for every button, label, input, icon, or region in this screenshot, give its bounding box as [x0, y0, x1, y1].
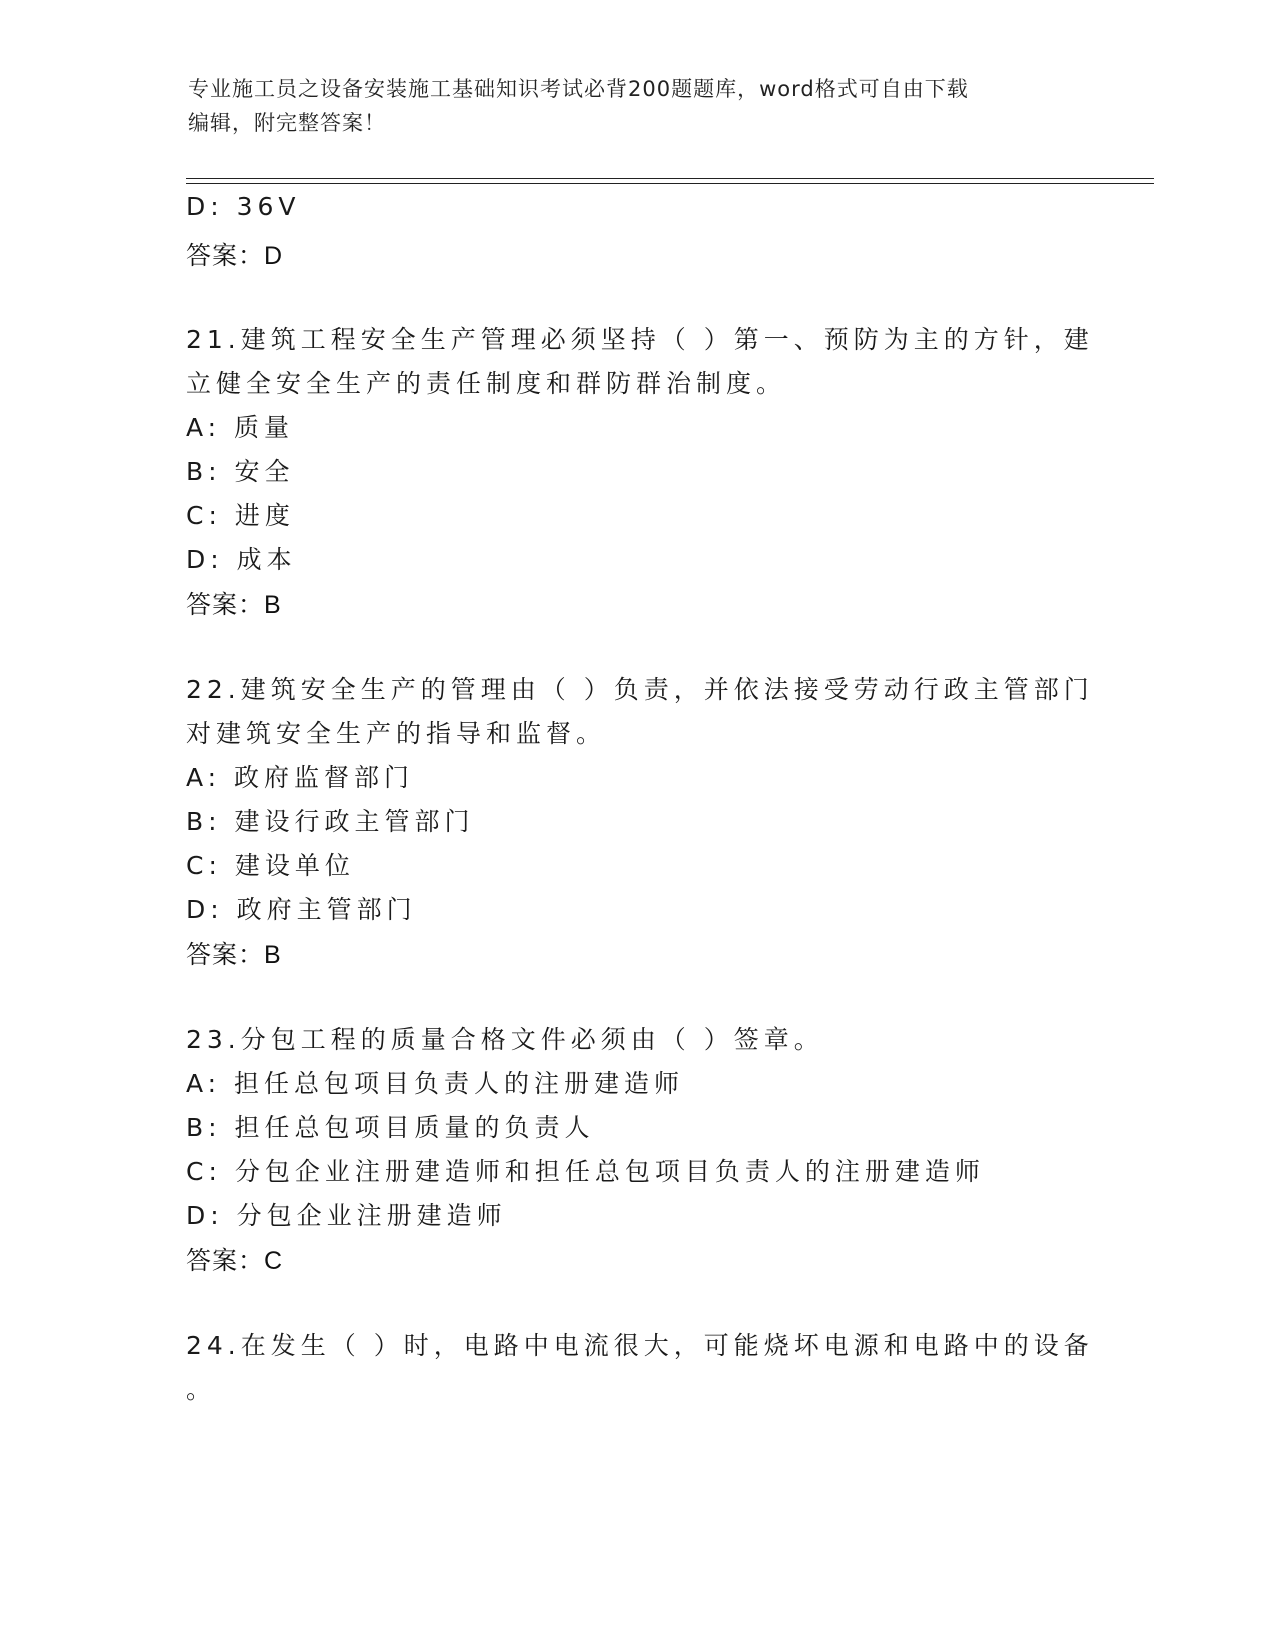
q21-stem-line-1: 21.建筑工程安全生产管理必须坚持（ ）第一、预防为主的方针，建 — [186, 325, 1094, 354]
header-line-2: 编辑，附完整答案！ — [188, 111, 386, 135]
q22-option-a: A: 政府监督部门 — [186, 763, 415, 792]
q22-option-b: B: 建设行政主管部门 — [186, 807, 475, 836]
q21-option-c: C: 进度 — [186, 501, 295, 530]
q23-option-a: A: 担任总包项目负责人的注册建造师 — [186, 1069, 685, 1098]
q22-answer: 答案：B — [186, 941, 282, 969]
q23-stem-line-1: 23.分包工程的质量合格文件必须由（ ）签章。 — [186, 1025, 824, 1054]
q22-stem-line-2: 对建筑安全生产的指导和监督。 — [186, 719, 607, 748]
q23-option-c: C: 分包企业注册建造师和担任总包项目负责人的注册建造师 — [186, 1157, 985, 1186]
q22-option-d: D: 政府主管部门 — [186, 895, 417, 924]
q23-option-b: B: 担任总包项目质量的负责人 — [186, 1113, 595, 1142]
document-header — [188, 72, 1088, 140]
q24-stem-line-2: 。 — [186, 1375, 217, 1404]
q22-stem-line-1: 22.建筑安全生产的管理由（ ）负责，并依法接受劳动行政主管部门 — [186, 675, 1094, 704]
header-rule-bottom — [186, 183, 1154, 184]
q22-option-c: C: 建设单位 — [186, 851, 355, 880]
q21-option-d: D: 成本 — [186, 545, 297, 574]
q24-stem-line-1: 24.在发生（ ）时，电路中电流很大，可能烧坏电源和电路中的设备 — [186, 1331, 1094, 1360]
q21-option-b: B: 安全 — [186, 457, 295, 486]
q21-option-a: A: 质量 — [186, 413, 295, 442]
header-rule-top — [186, 178, 1154, 179]
q23-option-d: D: 分包企业注册建造师 — [186, 1201, 507, 1230]
q21-stem-line-2: 立健全安全生产的责任制度和群防群治制度。 — [186, 369, 787, 398]
q21-answer: 答案：B — [186, 591, 282, 619]
q23-answer: 答案：C — [186, 1247, 284, 1275]
header-line-1: 专业施工员之设备安装施工基础知识考试必背200题题库，word格式可自由下载 — [188, 77, 969, 101]
prev-answer: 答案：D — [186, 242, 284, 270]
prev-option-d: D: 36V — [186, 192, 301, 221]
